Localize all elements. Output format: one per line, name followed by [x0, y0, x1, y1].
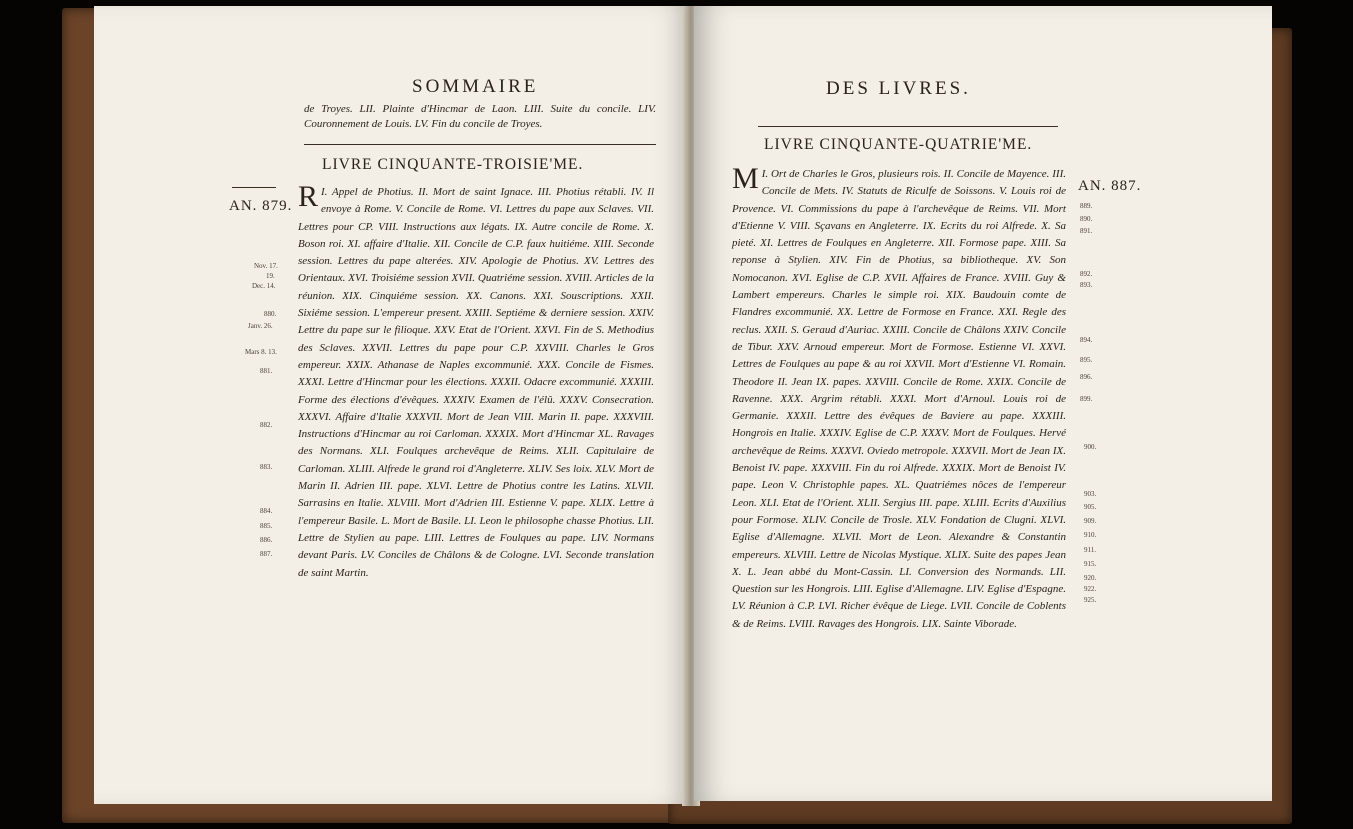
margin-date: Janv. 26.	[248, 322, 273, 330]
margin-date: 894.	[1080, 336, 1093, 344]
chapter-summary-right	[732, 162, 1067, 633]
margin-date: 892.	[1080, 270, 1093, 278]
margin-date: 895.	[1080, 356, 1093, 364]
margin-date: 920.	[1084, 574, 1097, 582]
margin-date: 884.	[260, 507, 273, 515]
margin-date: 882.	[260, 421, 273, 429]
margin-date: 889.	[1080, 202, 1093, 210]
book-title-right: LIVRE CINQUANTE-QUATRIE'ME.	[764, 136, 1033, 153]
margin-date: 19.	[266, 272, 275, 280]
margin-date: 883.	[260, 463, 273, 471]
separator-rule	[758, 126, 1058, 127]
margin-date: 910.	[1084, 531, 1097, 539]
margin-date: 905.	[1084, 503, 1097, 511]
margin-date: 893.	[1080, 281, 1093, 289]
drop-cap: R	[298, 180, 319, 213]
year-label-right: AN. 887.	[1078, 178, 1142, 194]
margin-date: Nov. 17.	[254, 262, 278, 270]
entry-number: I.	[761, 168, 769, 180]
margin-date: 896.	[1080, 373, 1093, 381]
margin-date: 887.	[260, 550, 273, 558]
margin-date: 891.	[1080, 227, 1093, 235]
prelude-text: de Troyes. LII. Plainte d'Hincmar de Laon. LIII. Suite du concile. LIV. Couronnement de Louis. LV. Fin du concile de Troyes.	[304, 103, 656, 130]
margin-date: 885.	[260, 522, 273, 530]
summary-text: Ort de Charles le Gros, plusieurs rois. II. Concile de Mayence. III. Concile de Mets. IV. Statuts de Riculfe de Soissons. V. Louis roi de Provence. VI. Commissions du pape à l'archevêque de Reims. VII. Mort d'Etienne V. VIII. Sçavans en Angleterre. IX. Ecrits du roi Alfrede. X. Sa pieté. XI. Lettres de Foulques en Angleterre. XII. Formose pape. XIII. Sa reponse à Stylien. XIV. Fin de Photius, sa bibliotheque. XV. Son Nomocanon. XVI. Eglise de C.P. XVII. Affaires de France. XVIII. Guy & Lambert empereurs. Charles le simple roi. XIX. Baudouin comte de Flandres excommunié. XX. Lettre de Formose en France. XXI. Regle des reclus. XXII. S. Geraud d'Auriac. XXIII. Concile de Châlons XXIV. Concile de Tibur. XXV. Arnoud empereur. Mort de Formose. Estienne VI. XXVI. Lettres de Foulques au pape & au roi XXVII. Mort d'Estienne VI. Romain. Theodore II. Jean IX. papes. XXVIII. Concile de Rome. XXIX. Concile de Ravenne. XXX. Argrim rétabli. XXXI. Mort d'Arnoul. Louis roi de Germanie. XXXII. Lettre des évêques de Baviere au pape. XXXIII. Hongrois en Italie. XXXIV. Eglise de C.P. XXXV. Mort de Foulques. Hervé archevêque de Reims. XXXVI. Oviedo metropole. XXXVII. Mort de Jean IX. Benoist IV. pape. XXXVIII. Fin du roi Alfrede. XXXIX. Mort de Benoist IV. pape. Leon V. Christophle papes. XL. Quatriémes nôces de l'empereur Leon. XLI. Etat de l'Orient. XLII. Sergius III. pape. XLIII. Ecrits d'Auxilius pour Formose. XLIV. Concile de Trosle. XLV. Fondation de Clugni. XLVI. Eglise d'Allemagne. XLVII. Mort de Leon. Alexandre & Constantin empereurs. XLVIII. Lettre de Nicolas Mystique. XLIX. Suite des papes Jean X. L. Jean abbé du Mont-Cassin. LI. Conversion des Normands. LII. Question sur les Hongrois. LIII. Eglise d'Allemagne. LIV. Eglise d'Espagne. LV. Réunion à C.P. LVI. Richer évêque de Liege. LVII. Concile de Coblents & de Reims. LVIII. Ravages des Hongrois. LIX. Sainte Viborade.	[732, 168, 1067, 630]
separator-rule	[304, 144, 656, 145]
margin-date: Mars 8. 13.	[245, 348, 277, 356]
margin-date: 909.	[1084, 517, 1097, 525]
margin-date: 900.	[1084, 443, 1097, 451]
margin-date: 890.	[1080, 215, 1093, 223]
margin-date: 911.	[1084, 546, 1096, 554]
running-head-left: SOMMAIRE	[412, 76, 539, 97]
margin-date: 880.	[264, 310, 277, 318]
right-page	[694, 6, 1272, 801]
book-title-left: LIVRE CINQUANTE-TROISIE'ME.	[322, 156, 584, 173]
drop-cap: M	[732, 162, 759, 195]
margin-date: 925.	[1084, 596, 1097, 604]
margin-date: Dec. 14.	[252, 282, 276, 290]
margin-date: 886.	[260, 536, 273, 544]
margin-date: 899.	[1080, 395, 1093, 403]
margin-date: 915.	[1084, 560, 1097, 568]
margin-date: 922.	[1084, 585, 1097, 593]
summary-text: Appel de Photius. II. Mort de saint Ignace. III. Photius rétabli. IV. Il envoye à Rome. V. Concile de Rome. VI. Lettres du pape aux Sclaves. VII. Lettres pour CP. VIII. Instructions aux légats. IX. Autre concile de Rome. X. Boson roi. XI. affaire d'Italie. XII. Concile de C.P. faux huitiéme. XIII. Seconde session. Lettres du pape alterées. XIV. Apologie de Photius. XV. Lettres des Orientaux. XVI. Troisiéme session XVII. Quatriéme session. XVIII. Articles de la réunion. XIX. Cinquiéme session. XX. Canons. XXI. Souscriptions. XXII. Sixiéme session. L'empereur present. XXIII. Septiéme & derniere session. XXIV. Lettre du pape sur le filioque. XXV. Etat de l'Orient. XXVI. Fin de S. Methodius des Sclaves. XXVII. Lettres du pape pour C.P. XXVIII. Charles le Gros empereur. XXIX. Athanase de Naples excommunié. XXX. Concile de Fismes. XXXI. Lettre d'Hincmar pour les élections. XXXII. Odacre excommunié. XXXIII. Forme des élections d'évêques. XXXIV. Examen de l'élû. XXXV. Consecration. XXXVI. Affaire d'Italie XXXVII. Mort de Jean VIII. Marin II. pape. XXXVIII. Instructions d'Hincmar au roi Carloman. XXXIX. Mort d'Hincmar XL. Ravages des Normans. XLI. Foulques archevêque de Reims. XLII. Capitulaire de Carloman. XLIII. Alfrede le grand roi d'Angleterre. XLIV. Ses loix. XLV. Mort de Marin II. Adrien III. pape. XLVI. Lettre de Photius contre les Latins. XLVII. Sarrasins en Italie. XLVIII. Mort d'Adrien III. Estienne V. pape. XLIX. Lettre à l'empereur Basile. L. Mort de Basile. LI. Leon le philosophe chasse Photius. LII. Lettre de Stylien au pape. LIII. Lettres de Foulques au pape. LIV. Normans devant Paris. LV. Conciles de Châlons & de Cologne. LVI. Seconde translation de saint Martin.	[298, 186, 654, 579]
margin-date: 881.	[260, 367, 273, 375]
year-label-left: AN. 879.	[229, 198, 293, 214]
year-rule	[232, 187, 276, 188]
chapter-summary-left	[298, 180, 654, 582]
running-head-right: DES LIVRES.	[826, 78, 971, 99]
left-page	[94, 6, 690, 804]
margin-date: 903.	[1084, 490, 1097, 498]
entry-number: I.	[321, 186, 328, 198]
